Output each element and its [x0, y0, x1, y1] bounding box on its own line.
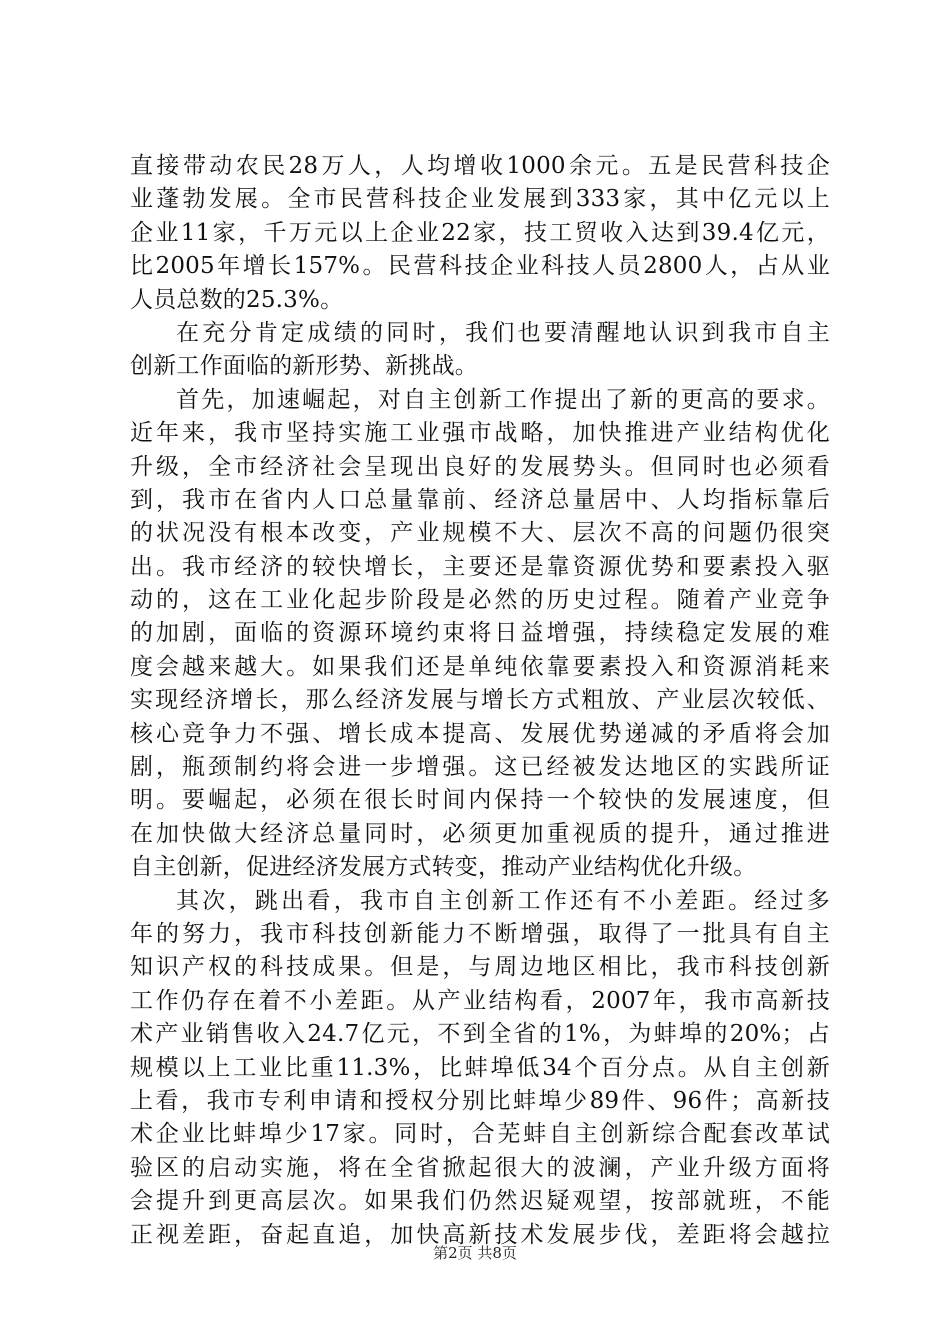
text-line: 术企业比蚌埠少17家。同时，合芜蚌自主创新综合配套改革试 [130, 1121, 830, 1148]
text-line: 首先，加速崛起，对自主创新工作提出了新的更高的要求。 [176, 386, 830, 413]
text-line: 上看，我市专利申请和授权分别比蚌埠少89件、96件；高新技 [130, 1087, 830, 1114]
text-line: 在充分肯定成绩的同时，我们也要清醒地认识到我市自主 [176, 319, 830, 346]
text-line: 创新工作面临的新形势、新挑战。 [130, 353, 478, 380]
text-line: 核心竞争力不强、增长成本提高、发展优势递减的矛盾将会加 [130, 720, 830, 747]
text-line: 规模以上工业比重11.3%，比蚌埠低34个百分点。从自主创新 [130, 1054, 830, 1081]
text-line: 业蓬勃发展。全市民营科技企业发展到333家，其中亿元以上 [130, 186, 830, 213]
text-line: 比2005年增长157%。民营科技企业科技人员2800人，占从业 [130, 253, 830, 280]
text-line: 直接带动农民28万人，人均增收1000余元。五是民营科技企 [130, 153, 830, 179]
text-line: 实现经济增长，那么经济发展与增长方式粗放、产业层次较低、 [130, 687, 830, 714]
text-line: 动的，这在工业化起步阶段是必然的历史过程。随着产业竞争 [130, 587, 830, 614]
text-line: 度会越来越大。如果我们还是单纯依靠要素投入和资源消耗来 [130, 653, 830, 680]
text-line: 近年来，我市坚持实施工业强市战略，加快推进产业结构优化 [130, 420, 830, 447]
text-line: 出。我市经济的较快增长，主要还是靠资源优势和要素投入驱 [130, 553, 830, 580]
text-line: 人员总数的25.3%。 [130, 286, 344, 313]
text-line: 的加剧，面临的资源环境约束将日益增强，持续稳定发展的难 [130, 620, 830, 647]
text-line: 术产业销售收入24.7亿元，不到全省的1%，为蚌埠的20%；占 [130, 1021, 830, 1048]
text-line: 自主创新，促进经济发展方式转变，推动产业结构优化升级。 [130, 854, 757, 881]
text-line: 在加快做大经济总量同时，必须更加重视质的提升，通过推进 [130, 820, 830, 847]
text-line: 到，我市在省内人口总量靠前、经济总量居中、人均指标靠后 [130, 486, 830, 513]
text-line: 其次，跳出看，我市自主创新工作还有不小差距。经过多 [176, 887, 830, 914]
text-line: 升级，全市经济社会呈现出良好的发展势头。但同时也必须看 [130, 453, 830, 480]
text-line: 明。要崛起，必须在很长时间内保持一个较快的发展速度，但 [130, 787, 830, 814]
document-body [130, 150, 830, 1252]
text-line: 年的努力，我市科技创新能力不断增强，取得了一批具有自主 [130, 920, 830, 947]
text-line: 正视差距，奋起直追，加快高新技术发展步伐，差距将会越拉 [130, 1221, 830, 1248]
text-line: 企业11家，千万元以上企业22家，技工贸收入达到39.4亿元， [130, 219, 830, 246]
text-line: 工作仍存在着不小差距。从产业结构看，2007年，我市高新技 [130, 987, 830, 1014]
text-line: 剧，瓶颈制约将会进一步增强。这已经被发达地区的实践所证 [130, 754, 830, 781]
page-footer: 第2页 共8页 [433, 1244, 517, 1262]
text-line: 的状况没有根本改变，产业规模不大、层次不高的问题仍很突 [130, 520, 830, 547]
text-line: 会提升到更高层次。如果我们仍然迟疑观望，按部就班，不能 [130, 1188, 830, 1215]
text-line: 验区的启动实施，将在全省掀起很大的波澜，产业升级方面将 [130, 1154, 830, 1181]
text-line: 知识产权的科技成果。但是，与周边地区相比，我市科技创新 [130, 954, 830, 981]
